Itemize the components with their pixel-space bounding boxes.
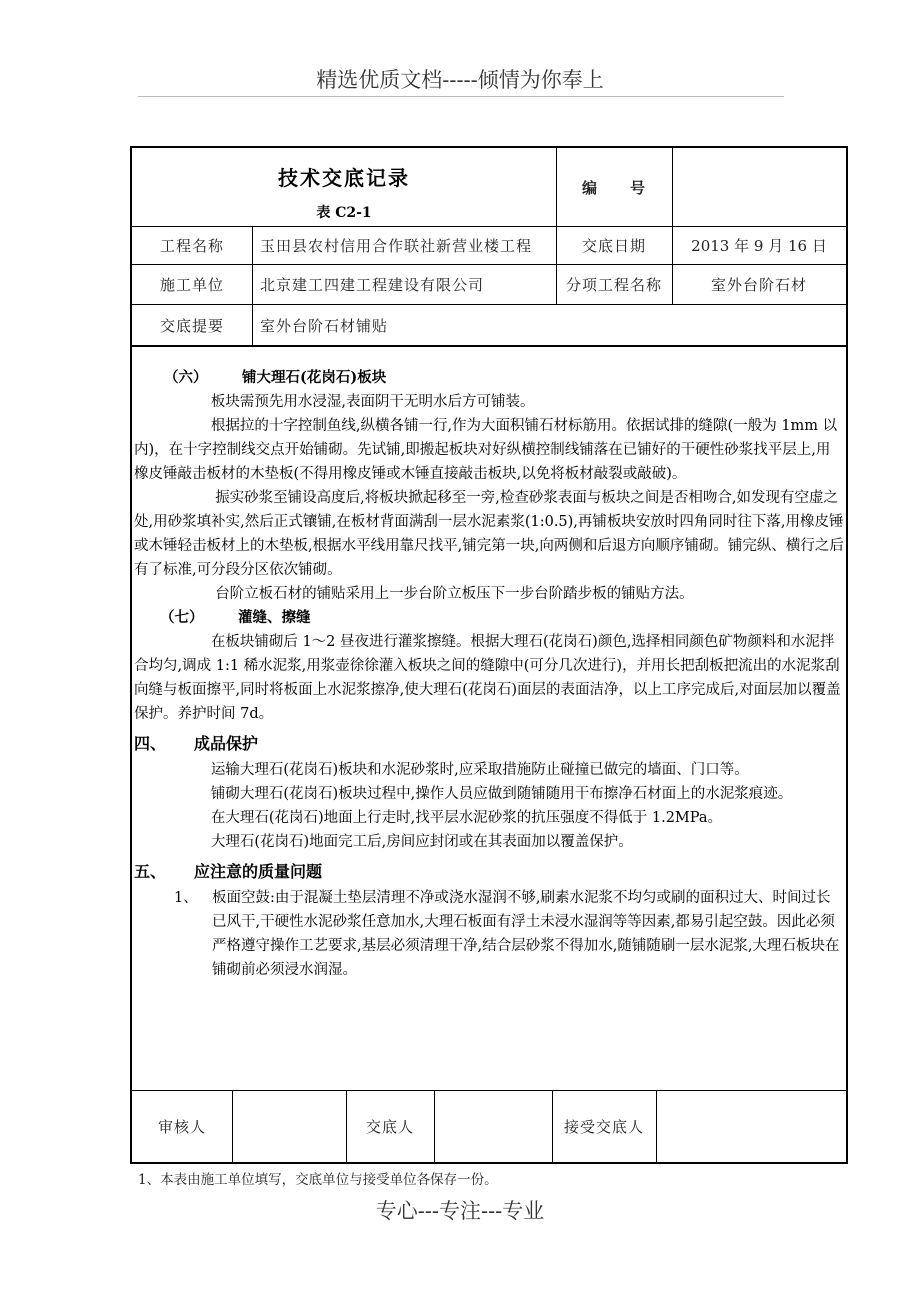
- section-number: （七）: [160, 609, 204, 626]
- paragraph: 板块需预先用水浸湿,表面阴干无明水后方可铺装。: [210, 394, 535, 410]
- number-label: 编 号: [581, 178, 646, 197]
- grid-line: [556, 148, 557, 304]
- discloser-signature: [434, 1090, 552, 1162]
- paragraph: 铺砌大理石(花岗石)板块过程中,操作人员应做到随铺随用干布擦净石材面上的水泥浆痕迹。: [210, 786, 793, 802]
- paragraph: 振实砂浆至铺设高度后,将板块掀起移至一旁,检查砂浆表面与板块之间是否相吻合,如发现有空虚之处,用砂浆填补实,然后正式镶铺,在板材背面满刮一层水泥素浆(1:0.5),再铺板块安放时四角同时往下落,用橡皮锤或木锤轻击板材上的木垫板,根据水平线用靠尺找平,铺完第一块,向两侧和后退方向顺序铺砌。铺完纵、横行之后有了标准,可分段分区依次铺砌。: [134, 490, 844, 578]
- grid-line: [132, 226, 846, 227]
- section-7-heading: [134, 606, 844, 630]
- grid-line: [132, 1090, 846, 1091]
- section-4-heading: [134, 732, 844, 756]
- page-header: 精选优质文档-----倾情为你奉上: [316, 68, 604, 92]
- paragraph: 在大理石(花岗石)地面上行走时,找平层水泥砂浆的抗压强度不得低于 1.2MPa。: [210, 810, 723, 826]
- project-name-label: 工程名称: [159, 236, 224, 255]
- receiver-label: 接受交底人: [563, 1117, 644, 1136]
- grid-line: [132, 264, 846, 265]
- form-title-block: [132, 148, 556, 226]
- contractor-label: 施工单位: [159, 275, 224, 294]
- grid-line: [252, 226, 253, 346]
- paragraph: 在板块铺砌后 1～2 昼夜进行灌浆擦缝。根据大理石(花岗石)颜色,选择相同颜色矿物颜料和水泥拌合均匀,调成 1:1 稀水泥浆,用浆壶徐徐灌入板块之间的缝隙中(可分几次进行)，并用长把刮板把流出的水泥浆刮向缝与板面擦平,同时将板面上水泥浆擦净,使大理石(花岗石)面层的表面洁净，以上工序完成后,对面层加以覆盖保护。养护时间 7d。: [134, 634, 841, 722]
- paragraph: 运输大理石(花岗石)板块和水泥砂浆时,应采取措施防止碰撞已做完的墙面、门口等。: [210, 762, 749, 778]
- grid-line: [656, 1090, 657, 1162]
- grid-line: [132, 345, 846, 347]
- footnote: 1、本表由施工单位填写，交底单位与接受单位各保存一份。: [138, 1172, 498, 1188]
- list-item: [134, 886, 844, 982]
- sub-project-value: 室外台阶石材: [710, 275, 807, 294]
- contractor-value: 北京建工四建工程建设有限公司: [260, 275, 485, 294]
- section-number: （六）: [164, 369, 208, 386]
- grid-line: [132, 304, 846, 305]
- form-title: 技术交底记录: [278, 166, 410, 190]
- section-title: 成品保护: [194, 734, 259, 753]
- summary-value: 室外台阶石材铺贴: [260, 316, 389, 335]
- section-6-heading: [134, 366, 844, 390]
- section-title: 应注意的质量问题: [194, 862, 323, 881]
- reviewer-signature: [232, 1090, 346, 1162]
- receiver-signature: [656, 1090, 846, 1162]
- date-value: 2013 年 9 月 16 日: [691, 236, 827, 255]
- section-title: 灌缝、擦缝: [238, 609, 311, 626]
- number-value: [672, 148, 846, 226]
- date-label: 交底日期: [581, 236, 646, 255]
- section-number: 五、: [134, 862, 167, 881]
- section-5-heading: [134, 860, 844, 884]
- header-divider: [138, 96, 784, 97]
- list-number: 1、: [174, 890, 198, 906]
- grid-line: [672, 148, 673, 304]
- sub-project-label: 分项工程名称: [565, 275, 662, 294]
- table-number: 表 C2-1: [316, 205, 372, 221]
- grid-line: [434, 1090, 435, 1162]
- reviewer-label: 审核人: [157, 1117, 206, 1136]
- list-text: 板面空鼓:由于混凝土垫层清理不净或浇水湿润不够,刷素水泥浆不均匀或刷的面积过大、时间过长已风干,干硬性水泥砂浆任意加水,大理石板面有浮土未浸水湿润等等因素,都易引起空鼓。因此必须严格遵守操作工艺要求,基层必须清理干净,结合层砂浆不得加水,随铺随刷一层水泥浆,大理石板块在铺砌前必须浸水润湿。: [212, 890, 840, 978]
- section-number: 四、: [134, 734, 167, 753]
- summary-label: 交底提要: [159, 316, 224, 335]
- paragraph: 台阶立板石材的铺贴采用上一步台阶立板压下一步台阶踏步板的铺贴方法。: [215, 586, 694, 602]
- grid-line: [346, 1090, 347, 1162]
- disclosure-content: [134, 366, 844, 982]
- section-title: 铺大理石(花岗石)板块: [242, 369, 387, 386]
- paragraph: 大理石(花岗石)地面完工后,房间应封闭或在其表面加以覆盖保护。: [210, 834, 633, 850]
- grid-line: [232, 1090, 233, 1162]
- discloser-label: 交底人: [365, 1117, 414, 1136]
- grid-line: [552, 1090, 553, 1162]
- project-name-value: 玉田县农村信用合作联社新营业楼工程: [260, 236, 533, 255]
- page-footer: 专心---专注---专业: [375, 1199, 545, 1223]
- paragraph: 根据拉的十字控制鱼线,纵横各铺一行,作为大面积铺石材标筋用。依据试排的缝隙(一般为 1mm 以内)，在十字控制线交点开始铺砌。先试铺,即搬起板块对好纵横控制线铺落在已铺好的干硬性砂浆找平层上,用橡皮锤敲击板材的木垫板(不得用橡皮锤或木锤直接敲击板块,以免将板材敲裂或敲破)。: [134, 418, 838, 482]
